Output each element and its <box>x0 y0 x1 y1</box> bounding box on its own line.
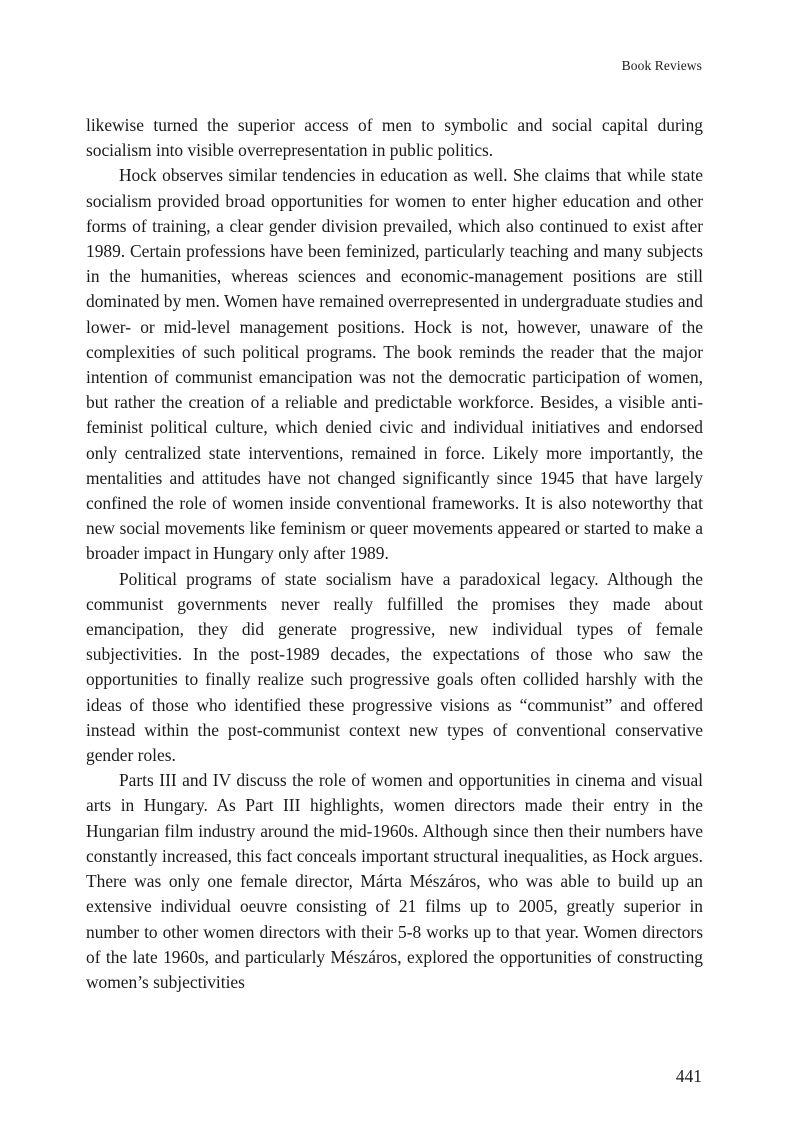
page-number: 441 <box>675 1066 702 1086</box>
paragraph-cinema: Parts III and IV discuss the role of women and opportunities in cinema and visual arts in Hungary. As Part III highlights, women directors made their entry in the Hungarian film industry around the mid-1960s. Although since then their numbers have constantly increased, this fact conceals important structural inequalities, as Hock argues. There was only one female director, Márta Mészáros, who was able to build up an extensive individual oeuvre consisting of 21 films up to 2005, greatly superior in number to other women directors with their 5-8 works up to that year. Women directors of the late 1960s, and particularly Mészáros, explored the opportunities of constructing women’s subjectivities <box>86 770 703 992</box>
paragraph-continued: likewise turned the superior access of men to symbolic and social capital during socialism into visible overrepresentation in public politics. <box>86 115 703 161</box>
body-text <box>86 113 703 995</box>
paragraph-legacy: Political programs of state socialism have a paradoxical legacy. Although the communist governments never really fulfilled the promises they made about emancipation, they did generate progressive, new individual types of female subjectivities. In the post-1989 decades, the expectations of those who saw the opportunities to finally realize such progressive goals often collided harshly with the ideas of those who identified these progressive visions as “communist” and offered instead within the post-communist context new types of conventional conservative gender roles. <box>86 568 703 766</box>
paragraph-education: Hock observes similar tendencies in education as well. She claims that while state socialism provided broad opportunities for women to enter higher education and other forms of training, a clear gender division prevailed, which also continued to exist after 1989. Certain professions have been feminized, particularly teaching and many subjects in the humanities, whereas sciences and economic-management positions are still dominated by men. Women have remained overrepresented in undergraduate studies and lower- or mid-level management positions. Hock is not, however, unaware of the complexities of such political programs. The book reminds the reader that the major intention of communist emancipation was not the democratic participation of women, but rather the creation of a reliable and predictable workforce. Besides, a visible anti-feminist political culture, which denied civic and individual initiatives and endorsed only centralized state interventions, remained in force. Likely more importantly, the mentalities and attitudes have not changed significantly since 1945 that have largely confined the role of women inside conventional frameworks. It is also noteworthy that new social movements like feminism or queer movements appeared or started to make a broader impact in Hungary only after 1989. <box>86 165 703 564</box>
running-header: Book Reviews <box>621 58 702 73</box>
